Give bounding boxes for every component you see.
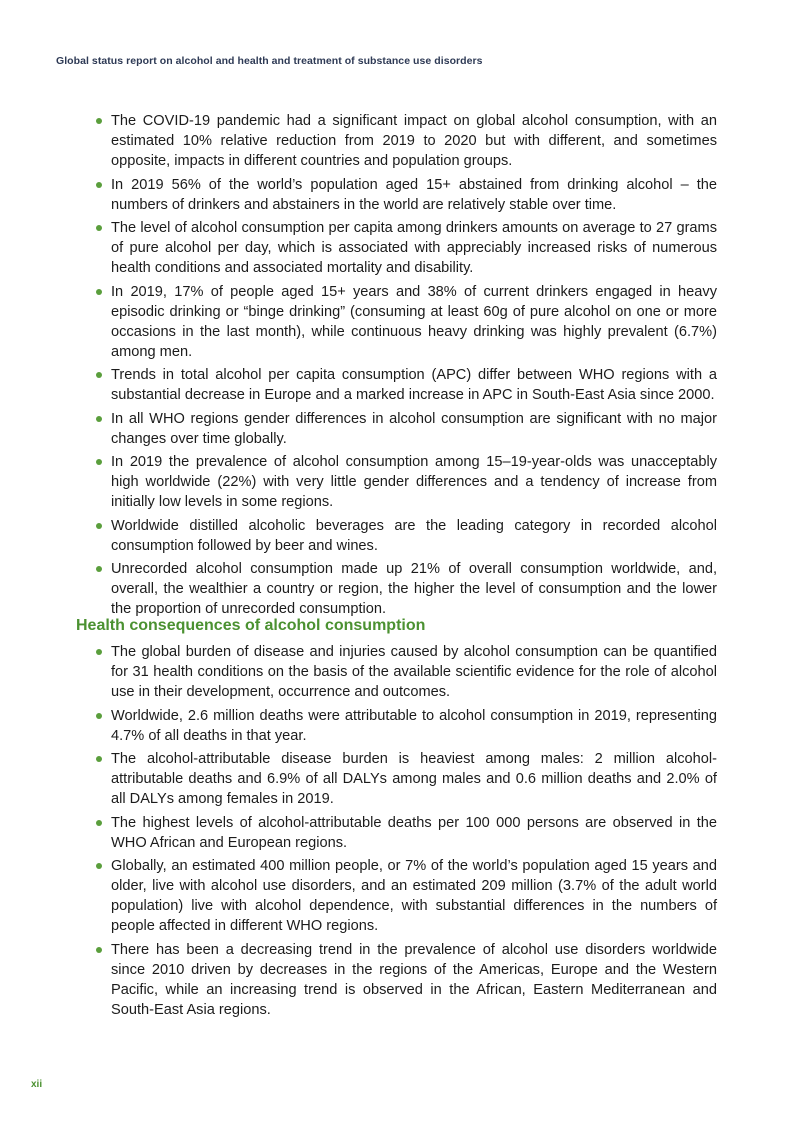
bullet-item: Trends in total alcohol per capita consumption (APC) differ between WHO regions with a substantial decrease in Europe and a marked increase in APC in South-East Asia since 2000.	[111, 365, 717, 409]
health-bullet-list	[0, 642, 793, 1023]
bullet-item: The highest levels of alcohol-attributable deaths per 100 000 persons are observed in the WHO African and European regions.	[111, 813, 717, 857]
bullet-item: In 2019 the prevalence of alcohol consumption among 15–19-year-olds was unacceptably high worldwide (22%) with very little gender differences and a tendency of increase from initially low levels in some regions.	[111, 452, 717, 516]
bullet-item: In 2019 56% of the world’s population aged 15+ abstained from drinking alcohol – the numbers of drinkers and abstainers in the world are relatively stable over time.	[111, 175, 717, 219]
health-section	[0, 642, 793, 1023]
bullet-item: Worldwide distilled alcoholic beverages are the leading category in recorded alcohol consumption followed by beer and wines.	[111, 516, 717, 560]
bullet-item: Worldwide, 2.6 million deaths were attributable to alcohol consumption in 2019, representing 4.7% of all deaths in that year.	[111, 706, 717, 750]
consumption-section	[0, 111, 793, 623]
bullet-item: The level of alcohol consumption per capita among drinkers amounts on average to 27 grams of pure alcohol per day, which is associated with appreciably increased risks of numerous health conditions and associated mortality and disability.	[111, 218, 717, 282]
bullet-item: There has been a decreasing trend in the prevalence of alcohol use disorders worldwide since 2010 driven by decreases in the regions of the Americas, Europe and the Western Pacific, while an increasing trend is observed in the African, Eastern Mediterranean and South-East Asia regions.	[111, 940, 717, 1024]
bullet-item: Globally, an estimated 400 million people, or 7% of the world’s population aged 15 years and older, live with alcohol use disorders, and an estimated 209 million (3.7% of the adult world population) live with alcohol dependence, with substantial differences in the numbers of people affected in different WHO regions.	[111, 856, 717, 940]
bullet-item: In all WHO regions gender differences in alcohol consumption are significant with no major changes over time globally.	[111, 409, 717, 453]
page-number: xii	[31, 1079, 43, 1090]
consumption-bullet-list	[0, 111, 793, 623]
bullet-item: The global burden of disease and injuries caused by alcohol consumption can be quantified for 31 health conditions on the basis of the available scientific evidence for the role of alcohol use in their development, occurrence and outcomes.	[111, 642, 717, 706]
bullet-item: Unrecorded alcohol consumption made up 21% of overall consumption worldwide, and, overall, the wealthier a country or region, the higher the level of consumption and the lower the proportion of unrecorded consumption.	[111, 559, 717, 623]
bullet-item: The COVID-19 pandemic had a significant impact on global alcohol consumption, with an estimated 10% relative reduction from 2019 to 2020 but with different, and sometimes opposite, impacts in different countries and population groups.	[111, 111, 717, 175]
running-header-title: Global status report on alcohol and health and treatment of substance use disorders	[56, 55, 483, 67]
bullet-item: In 2019, 17% of people aged 15+ years and 38% of current drinkers engaged in heavy episodic drinking or “binge drinking” (consuming at least 60g of pure alcohol on one or more occasions in the last month), while continuous heavy drinking was highly prevalent (6.7%) among men.	[111, 282, 717, 366]
bullet-item: The alcohol-attributable disease burden is heaviest among males: 2 million alcohol-attributable deaths and 6.9% of all DALYs among males and 0.6 million deaths and 2.0% of all DALYs among females in 2019.	[111, 749, 717, 813]
section-heading-health: Health consequences of alcohol consumption	[76, 617, 426, 634]
